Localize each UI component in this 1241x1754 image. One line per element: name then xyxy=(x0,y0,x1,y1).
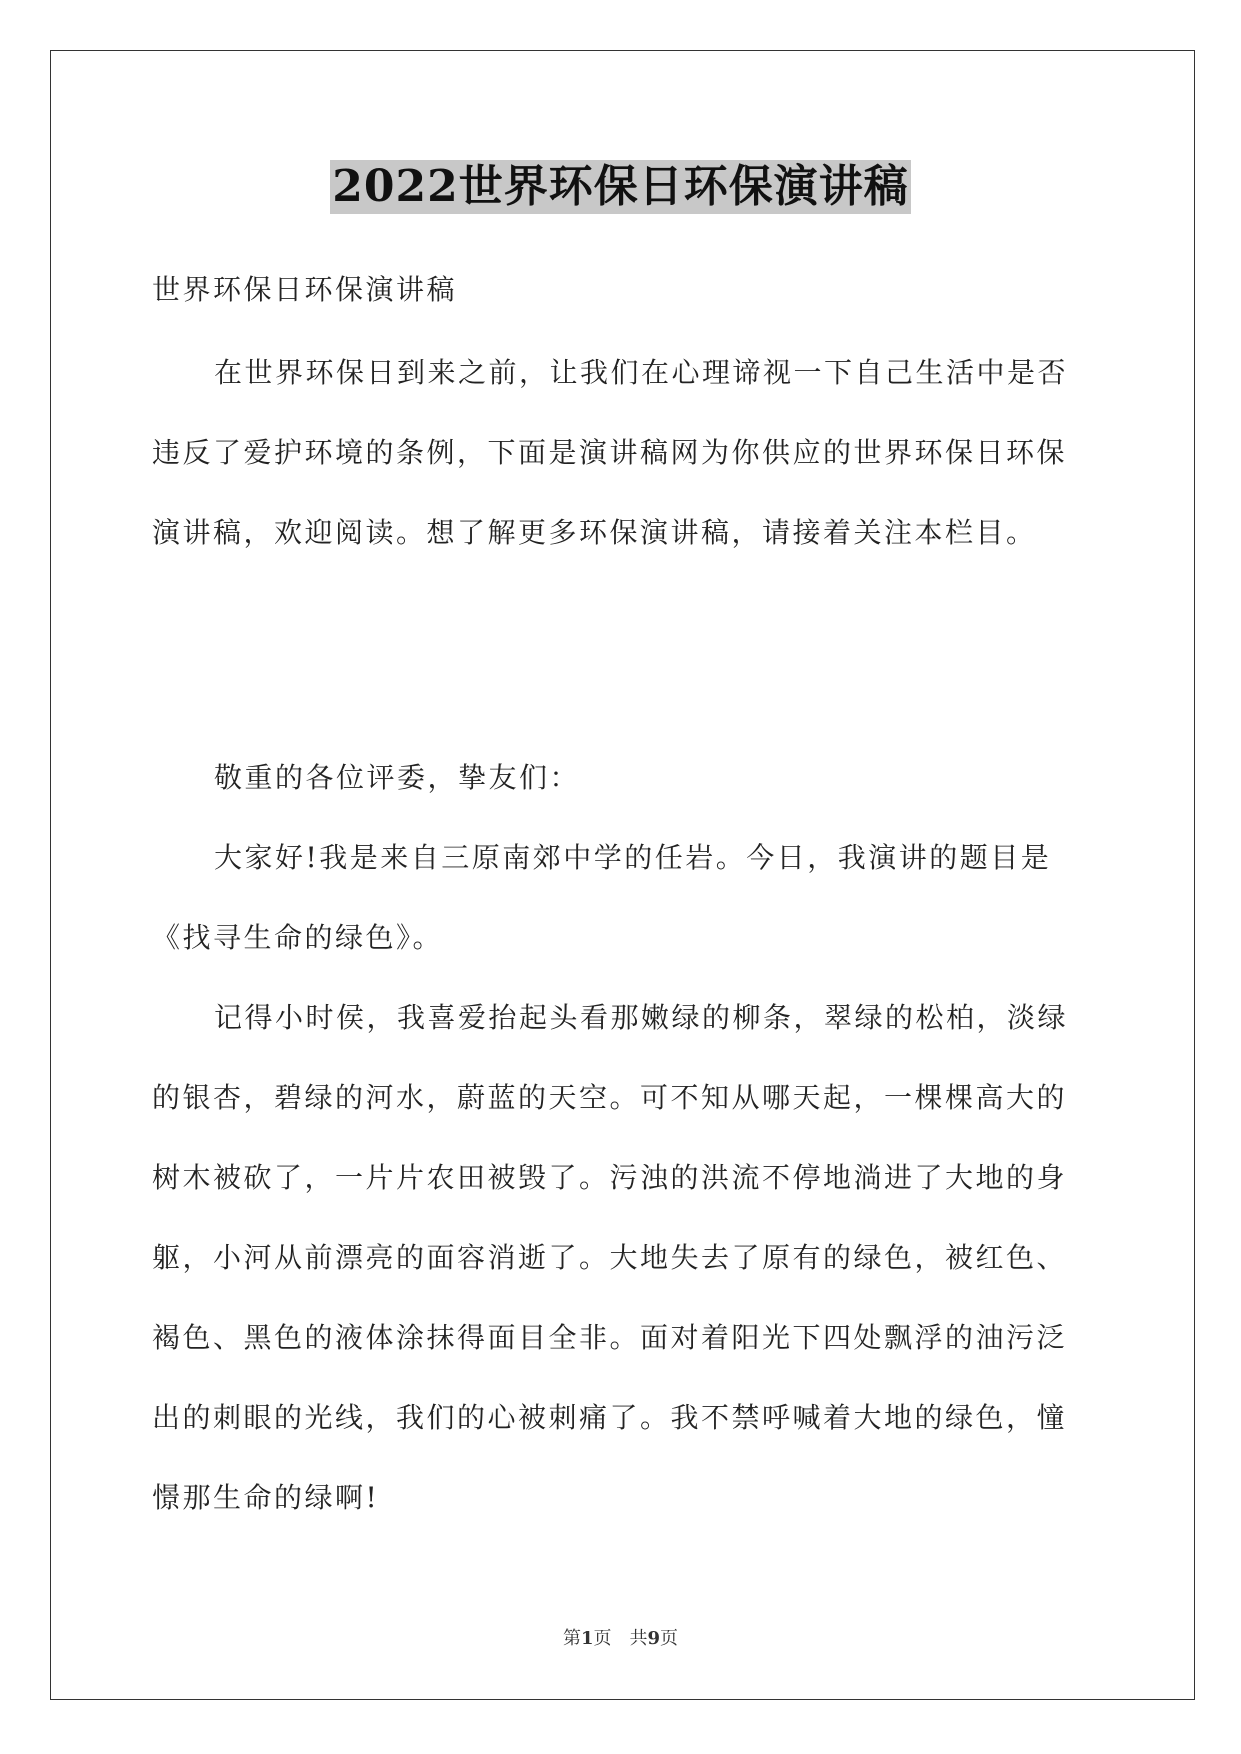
document-title xyxy=(0,160,1241,217)
opening-paragraph: 大家好!我是来自三原南郊中学的任岩。今日，我演讲的题目是《找寻生命的绿色》。 xyxy=(152,841,1052,954)
intro-paragraph: 在世界环保日到来之前，让我们在心理谛视一下自己生活中是否违反了爱护环境的条例，下面是演讲稿网为你供应的世界环保日环保演讲稿，欢迎阅读。想了解更多环保演讲稿，请接着关注本栏目。 xyxy=(152,356,1069,549)
document-subtitle: 世界环保日环保演讲稿 xyxy=(152,273,458,306)
page-prefix: 第 xyxy=(562,1628,581,1649)
greeting-paragraph: 敬重的各位评委，挚友们： xyxy=(214,761,581,794)
page-number-footer xyxy=(0,1624,1241,1650)
page-suffix: 页 xyxy=(660,1628,679,1649)
current-page-number: 1 xyxy=(580,1628,594,1649)
document-title-text: 2022世界环保日环保演讲稿 xyxy=(332,161,909,212)
memory-paragraph: 记得小时侯，我喜爱抬起头看那嫩绿的柳条，翠绿的松柏，淡绿的银杏，碧绿的河水，蔚蓝的天空。可不知从哪天起，一棵棵高大的树木被砍了，一片片农田被毁了。污浊的洪流不停地淌进了大地的身躯，小河从前漂亮的面容消逝了。大地失去了原有的绿色，被红色、褐色、黑色的液体涂抹得面目全非。面对着阳光下四处飘浮的油污泛出的刺眼的光线，我们的心被刺痛了。我不禁呼喊着大地的绿色，憧憬那生命的绿啊! xyxy=(152,1001,1069,1514)
page-middle-text: 页 共 xyxy=(593,1628,648,1649)
total-page-count: 9 xyxy=(647,1628,661,1649)
